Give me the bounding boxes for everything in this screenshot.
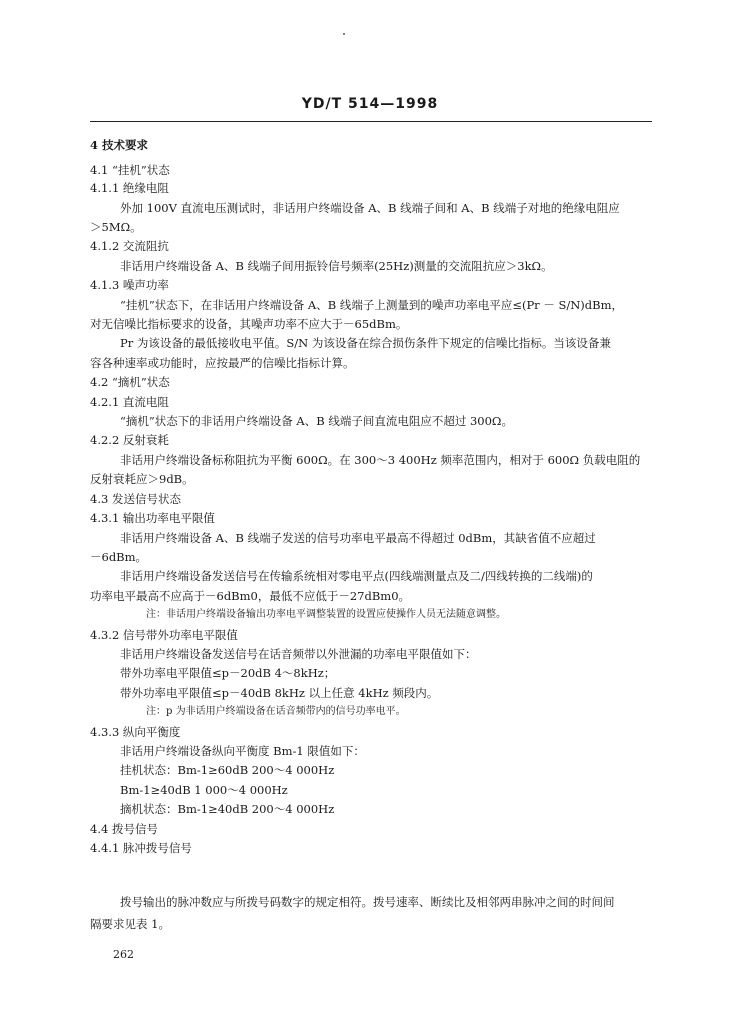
text-line: 非话用户终端设备 A、B 线端子发送的信号功率电平最高不得超过 0dBm，其缺省值不应超过 (120, 531, 596, 545)
text-line: 非话用户终端设备 A、B 线端子间用振铃信号频率(25Hz)测量的交流阻抗应＞3kΩ。 (120, 259, 553, 273)
text-line: 4.4.1 脉冲拨号信号 (90, 841, 192, 855)
text-line: 4.2.2 反射衰耗 (90, 433, 169, 447)
text-line: 容各种速率或功能时，应按最严的信噪比指标计算。 (90, 356, 355, 370)
text-line: 4.3 发送信号状态 (90, 492, 181, 506)
text-line: 带外功率电平限值≤p－40dB 8kHz 以上任意 4kHz 频段内。 (120, 686, 439, 700)
text-line: 注：非话用户终端设备输出功率电平调整装置的设置应使操作人员无法随意调整。 (146, 609, 506, 620)
text-line: －6dBm。 (90, 550, 148, 564)
text-line: 4.1.1 绝缘电阻 (90, 181, 169, 195)
text-line: Bm-1≥40dB 1 000～4 000Hz (120, 783, 288, 797)
page-number: 262 (113, 948, 134, 961)
page-header: YD/T 514—1998 (301, 96, 439, 112)
text-line: 注：p 为非话用户终端设备在话音频带内的信号功率电平。 (146, 706, 406, 717)
text-line: 非话用户终端设备标称阻抗为平衡 600Ω。在 300～3 400Hz 频率范围内，相对于 600Ω 负载电阻的 (120, 453, 641, 467)
text-line: 4.1 “挂机”状态 (90, 163, 170, 177)
header-rule (90, 121, 652, 122)
text-line: 隔要求见表 1。 (90, 917, 170, 931)
text-line: 4.3.2 信号带外功率电平限值 (90, 628, 238, 642)
text-line: ＞5MΩ。 (90, 220, 142, 234)
text-line: 4.1.3 噪声功率 (90, 278, 169, 292)
text-line: 外加 100V 直流电压测试时，非话用户终端设备 A、B 线端子间和 A、B 线端子对地的绝缘电阻应 (120, 201, 620, 215)
text-line: 带外功率电平限值≤p－20dB 4～8kHz； (120, 666, 336, 680)
text-line: 非话用户终端设备发送信号在传输系统相对零电平点(四线端测量点及二/四线转换的二线端)的 (120, 569, 593, 583)
scan-speck (343, 33, 345, 35)
text-line: 功率电平最高不应高于－6dBm0，最低不应低于－27dBm0。 (90, 589, 411, 603)
text-line: 4.4 拨号信号 (90, 822, 158, 836)
text-line: 摘机状态：Bm-1≥40dB 200～4 000Hz (120, 802, 335, 816)
text-line: 4.3.1 输出功率电平限值 (90, 511, 215, 525)
text-line: 对无信噪比指标要求的设备，其噪声功率不应大于－65dBm。 (90, 317, 408, 331)
text-line: “挂机”状态下，在非话用户终端设备 A、B 线端子上测量到的噪声功率电平应≤(Pr － S/N)dBm， (120, 298, 624, 312)
text-line: 4 技术要求 (90, 138, 149, 152)
text-line: Pr 为该设备的最低接收电平值。S/N 为该设备在综合损伤条件下规定的信噪比指标。当该设备兼 (120, 336, 611, 350)
text-line: 非话用户终端设备发送信号在话音频带以外泄漏的功率电平限值如下： (120, 647, 477, 661)
text-line: 非话用户终端设备纵向平衡度 Bm-1 限值如下： (120, 744, 365, 758)
text-line: 挂机状态：Bm-1≥60dB 200～4 000Hz (120, 763, 335, 777)
text-line: 4.1.2 交流阻抗 (90, 239, 169, 253)
text-line: 4.2 “摘机”状态 (90, 375, 170, 389)
text-line: 拨号输出的脉冲数应与所拨号码数字的规定相符。拨号速率、断续比及相邻两串脉冲之间的时间间 (120, 895, 615, 909)
text-line: 4.2.1 直流电阻 (90, 395, 169, 409)
text-line: 4.3.3 纵向平衡度 (90, 725, 181, 739)
text-line: “摘机”状态下的非话用户终端设备 A、B 线端子间直流电阻应不超过 300Ω。 (120, 414, 513, 428)
text-line: 反射衰耗应＞9dB。 (90, 472, 194, 486)
